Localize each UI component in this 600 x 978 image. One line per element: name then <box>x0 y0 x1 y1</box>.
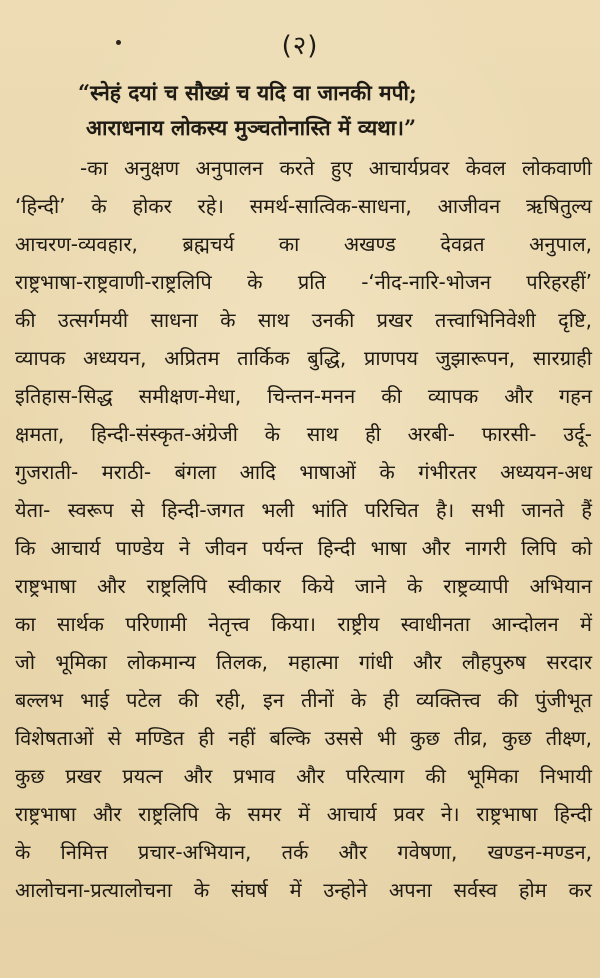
body-text-line: येता- स्वरूप से हिन्दी-जगत भली भांति परिचित है। सभी जानते हैं <box>15 498 592 522</box>
body-text-line: की उत्सर्गमयी साधना के साथ उनकी प्रखर तत्त्वाभिनिवेशी दृष्टि, <box>15 308 592 332</box>
body-text-line: कुछ प्रखर प्रयत्न और प्रभाव और परित्याग की भूमिका निभायी <box>15 764 592 788</box>
body-text-line: का सार्थक परिणामी नेतृत्त्व किया। राष्ट्रीय स्वाधीनता आन्दोलन में <box>15 612 592 636</box>
body-text-line: के निमित्त प्रचार-अभियान, तर्क और गवेषणा, खण्डन-मण्डन, <box>15 840 592 864</box>
body-text-line: कि आचार्य पाण्डेय ने जीवन पर्यन्त हिन्दी भाषा और नागरी लिपि को <box>15 536 592 560</box>
quote-line: “स्नेहं दयां च सौख्यं च यदि वा जानकी मपी; <box>78 80 417 105</box>
body-text-line: ‘हिन्दी’ के होकर रहे। समर्थ-सात्विक-साधना, आजीवन ऋषितुल्य <box>15 194 592 218</box>
body-text-line: राष्ट्रभाषा और राष्ट्रलिपि के समर में आचार्य प्रवर ने। राष्ट्रभाषा हिन्दी <box>15 802 592 826</box>
body-text-line: राष्ट्रभाषा और राष्ट्रलिपि स्वीकार किये जाने के राष्ट्रव्यापी अभियान <box>15 574 592 598</box>
body-text-line: राष्ट्रभाषा-राष्ट्रवाणी-राष्ट्रलिपि के प्रति -‘नीद-नारि-भोजन परिहरहीं’ <box>15 270 592 294</box>
body-text-line: क्षमता, हिन्दी-संस्कृत-अंग्रेजी के साथ ही अरबी- फारसी- उर्दू- <box>15 422 592 446</box>
body-text-line: व्यापक अध्ययन, अप्रितम तार्किक बुद्धि, प्राणपय जुझारूपन, सारग्राही <box>15 346 592 370</box>
body-text-line: बल्लभ भाई पटेल की रही, इन तीनों के ही व्यक्तित्त्व की पुंजीभूत <box>15 688 592 712</box>
page-number: (२) <box>281 31 319 61</box>
quote-line: आराधनाय लोकस्य मुञ्चतोनास्ति में व्यथा।” <box>86 115 417 140</box>
body-text-line: आचरण-व्यवहार, ब्रह्मचर्य का अखण्ड देवव्रत अनुपाल, <box>15 232 592 256</box>
body-text-line: आलोचना-प्रत्यालोचना के संघर्ष में उन्होने अपना सर्वस्व होम कर <box>15 878 592 902</box>
body-text-line: जो भूमिका लोकमान्य तिलक, महात्मा गांधी और लौहपुरुष सरदार <box>15 650 592 674</box>
body-text-line: इतिहास-सिद्ध समीक्षण-मेधा, चिन्तन-मनन की व्यापक और गहन <box>15 384 592 408</box>
body-text-line: गुजराती- मराठी- बंगला आदि भाषाओं के गंभीरतर अध्ययन-अध <box>15 460 592 484</box>
body-text-line: विशेषताओं से मण्डित ही नहीं बल्कि उससे भी कुछ तीव्र, कुछ तीक्ष्ण, <box>15 726 592 750</box>
body-text-line: -का अनुक्षण अनुपालन करते हुए आचार्यप्रवर केवल लोकवाणी <box>80 156 592 180</box>
